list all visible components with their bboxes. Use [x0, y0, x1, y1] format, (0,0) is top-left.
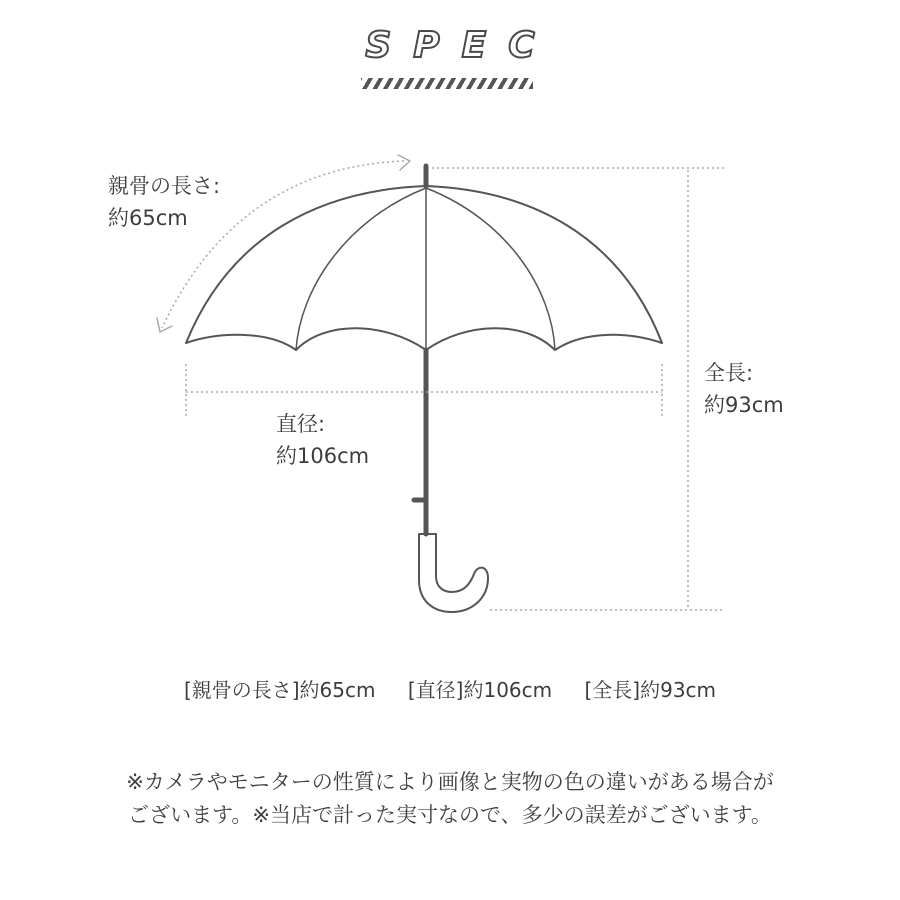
umbrella-canopy	[186, 186, 662, 350]
spec-title: SPEC	[365, 25, 557, 66]
umbrella-illustration	[186, 166, 662, 612]
arrowhead-top	[398, 155, 410, 170]
rib-length-label	[108, 170, 220, 234]
total-length-label	[704, 357, 784, 421]
rib-length-title: 親骨の長さ:	[108, 174, 221, 198]
umbrella-handle	[419, 534, 488, 612]
total-length-title: 全長:	[704, 361, 754, 385]
summary-diameter: [直径]約106cm	[407, 678, 553, 702]
rib-length-value: 約65cm	[108, 206, 188, 230]
disclaimer-line-1: ※カメラやモニターの性質により画像と実物の色の違いがある場合が	[126, 770, 774, 794]
disclaimer-note	[0, 766, 900, 832]
summary-rib-length: [親骨の長さ]約65cm	[183, 678, 376, 702]
umbrella-rib	[426, 188, 555, 350]
disclaimer-line-2: ございます。※当店で計った実寸なので、多少の誤差がございます。	[128, 803, 772, 827]
diameter-label	[276, 408, 369, 472]
total-length-value: 約93cm	[704, 393, 784, 417]
umbrella-rib	[296, 188, 426, 350]
arrowhead-bottom	[157, 318, 172, 332]
summary-total-length: [全長]約93cm	[584, 678, 717, 702]
diameter-title: 直径:	[276, 412, 326, 436]
spec-summary	[0, 674, 900, 703]
measurement-guides	[162, 161, 724, 610]
diameter-value: 約106cm	[276, 444, 370, 468]
